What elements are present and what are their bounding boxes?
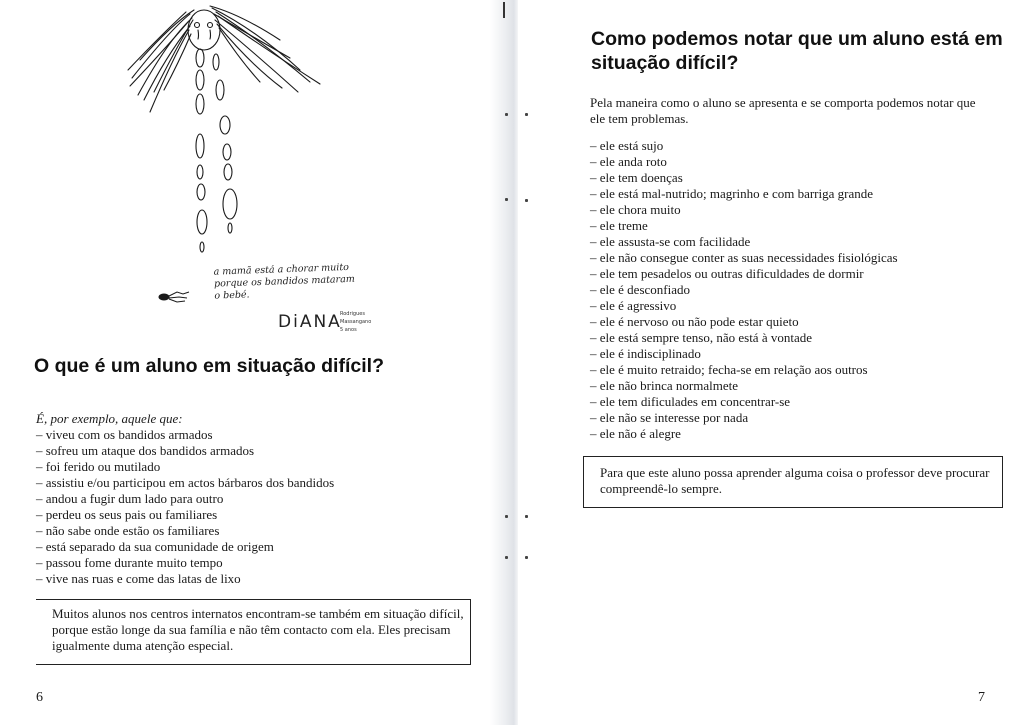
list-item: – ele treme — [590, 218, 898, 234]
right-note-box: Para que este aluno possa aprender alguma coisa o professor deve procurar compreendê-lo sempre. — [583, 456, 1003, 508]
list-item: – ele é indisciplinado — [590, 346, 898, 362]
list-item: – viveu com os bandidos armados — [36, 427, 334, 443]
list-item: – ele tem pesadelos ou outras dificuldades de dormir — [590, 266, 898, 282]
drawing-caption — [213, 261, 364, 302]
list-item: – ele tem dificulades em concentrar-se — [590, 394, 898, 410]
list-item: – sofreu um ataque dos bandidos armados — [36, 443, 334, 459]
list-item: – perdeu os seus pais ou familiares — [36, 507, 334, 523]
list-item: – está separado da sua comunidade de origem — [36, 539, 334, 555]
list-item: – andou a fugir dum lado para outro — [36, 491, 334, 507]
list-item: – ele não consegue conter as suas necessidades fisiológicas — [590, 250, 898, 266]
left-page-heading: O que é um aluno em situação difícil? — [34, 355, 384, 377]
book-gutter — [490, 0, 518, 725]
staple-hole — [525, 556, 528, 559]
list-item: – ele não é alegre — [590, 426, 898, 442]
staple-hole — [505, 113, 508, 116]
list-item: – ele não se interesse por nada — [590, 410, 898, 426]
right-intro: Pela maneira como o aluno se apresenta e se comporta podemos notar que ele tem problemas. — [590, 95, 976, 126]
caption-line: a mamã está a chorar muito — [213, 261, 350, 278]
list-item: – não sabe onde estão os familiares — [36, 523, 334, 539]
list-item: – ele está sujo — [590, 138, 898, 154]
list-item: – ele é desconfiado — [590, 282, 898, 298]
caption-line: o bebé. — [214, 289, 250, 302]
list-item: – ele está mal-nutrido; magrinho e com barriga grande — [590, 186, 898, 202]
staple-hole — [505, 198, 508, 201]
list-item: – vive nas ruas e come das latas de lixo — [36, 571, 334, 587]
left-note-box: Muitos alunos nos centros internatos encontram-se também em situação difícil, porque estão longe da sua família e não têm contacto com ela. Eles precisam igualmente duma atenção especial. — [36, 599, 471, 665]
list-item: – foi ferido ou mutilado — [36, 459, 334, 475]
artist-place: Massangano — [340, 319, 372, 325]
list-item: – ele é muito retraido; fecha-se em relação aos outros — [590, 362, 898, 378]
staple-hole — [505, 515, 508, 518]
list-item: – ele está sempre tenso, não está à vontade — [590, 330, 898, 346]
gutter-mark — [503, 2, 505, 18]
artist-details — [340, 310, 371, 334]
list-item: – passou fome durante muito tempo — [36, 555, 334, 571]
caption-line: porque os bandidos mataram — [213, 273, 355, 290]
page-number-left: 6 — [36, 690, 43, 705]
list-item: – ele é nervoso ou não pode estar quieto — [590, 314, 898, 330]
right-page-heading: Como podemos notar que um aluno está em situação difícil? — [591, 28, 1003, 74]
right-signs-list — [590, 138, 898, 442]
list-item: – ele não brinca normalmete — [590, 378, 898, 394]
left-criteria-list — [36, 427, 334, 587]
small-scribble-icon — [157, 290, 193, 304]
crying-girl-drawing-icon — [120, 0, 380, 260]
page-number-right: 7 — [978, 690, 985, 705]
artist-surname: Rodrigues — [340, 311, 365, 317]
list-item: – ele anda roto — [590, 154, 898, 170]
artist-age: 5 anos — [340, 327, 357, 333]
list-item: – ele é agressivo — [590, 298, 898, 314]
list-item: – ele tem doenças — [590, 170, 898, 186]
left-intro: É, por exemplo, aquele que: — [36, 411, 183, 426]
list-item: – assistiu e/ou participou em actos bárbaros dos bandidos — [36, 475, 334, 491]
list-item: – ele assusta-se com facilidade — [590, 234, 898, 250]
staple-hole — [525, 515, 528, 518]
staple-hole — [525, 199, 528, 202]
staple-hole — [525, 113, 528, 116]
staple-hole — [505, 556, 508, 559]
artist-signature: DiANA — [278, 312, 342, 332]
list-item: – ele chora muito — [590, 202, 898, 218]
